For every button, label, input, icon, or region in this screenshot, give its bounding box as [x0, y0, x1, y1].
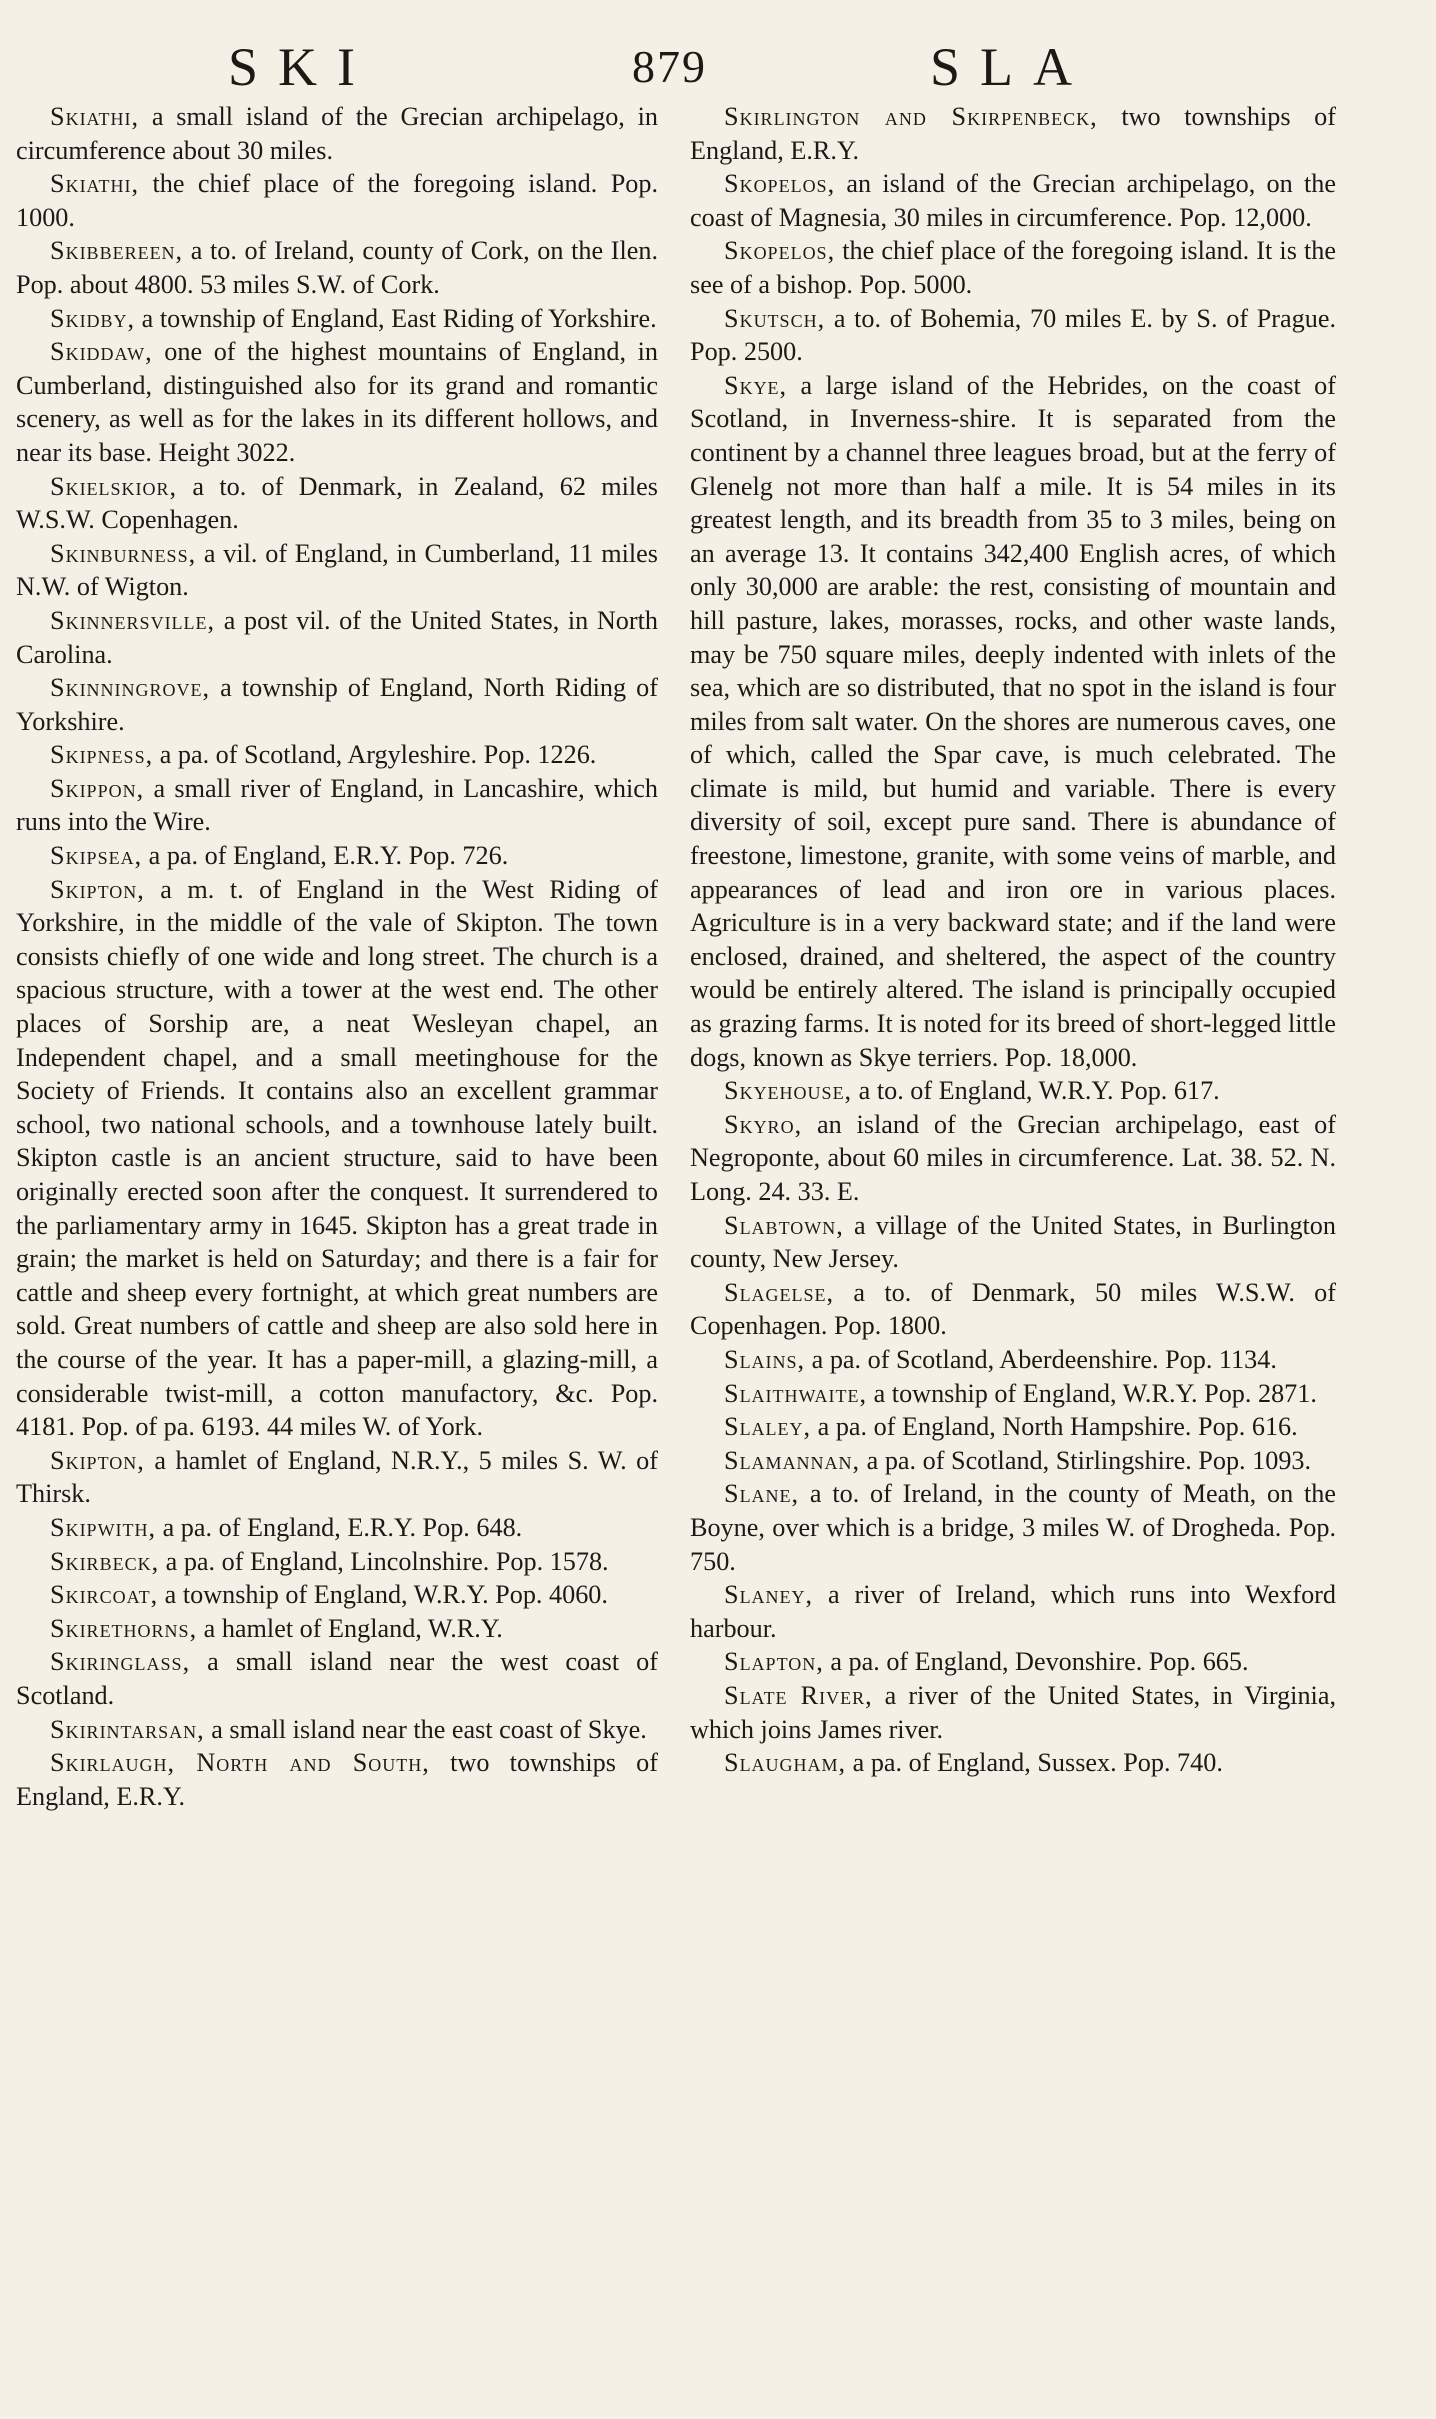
entry-headword: Skipsea,: [50, 841, 143, 871]
gazetteer-entry: [16, 738, 658, 772]
entry-text: a pa. of England, Lincolnshire. Pop. 1578.: [159, 1546, 609, 1576]
entry-text: the chief place of the foregoing island. It is the see of a bishop. Pop. 5000.: [690, 236, 1336, 299]
entry-text: a pa. of Scotland, Argyleshire. Pop. 1226.: [153, 740, 597, 770]
entry-headword: Skircoat,: [50, 1580, 159, 1610]
entry-headword: Skipwith,: [50, 1512, 157, 1542]
entry-headword: Slapton,: [724, 1647, 824, 1677]
entry-text: the chief place of the foregoing island. Pop. 1000.: [16, 169, 658, 232]
entry-headword: Skipness,: [50, 740, 154, 770]
gazetteer-entry: [690, 1343, 1336, 1377]
entry-headword: Skinnersville,: [50, 605, 216, 635]
entry-headword: Skirintarsan,: [50, 1714, 205, 1744]
gazetteer-entry: [690, 1276, 1336, 1343]
entry-text: two townships of England, E.R.Y.: [690, 102, 1336, 165]
entry-text: a river of the United States, in Virginia, which joins James river.: [690, 1680, 1337, 1744]
gazetteer-entry: [690, 167, 1336, 234]
running-head: [0, 32, 1436, 102]
entry-headword: Skipton,: [50, 874, 145, 904]
entry-text: a township of England, East Riding of Yorkshire.: [135, 303, 657, 333]
entry-headword: Skippon,: [50, 773, 145, 803]
entry-headword: Slane,: [724, 1479, 800, 1509]
entry-text: a small island near the east coast of Skye.: [204, 1714, 647, 1744]
entry-text: a hamlet of England, W.R.Y.: [197, 1613, 503, 1643]
entry-headword: Skiringlass,: [50, 1647, 191, 1677]
gazetteer-entry: [690, 1679, 1336, 1746]
gazetteer-entry: [690, 1746, 1336, 1780]
left-column: [16, 100, 658, 1813]
entry-text: two townships of England, E.R.Y.: [16, 1748, 658, 1811]
entry-text: a river of Ireland, which runs into Wexford harbour.: [690, 1580, 1336, 1643]
entry-headword: Slagelse,: [724, 1277, 835, 1307]
gazetteer-entry: [690, 1410, 1336, 1444]
entry-text: a to. of Denmark, 50 miles W.S.W. of Copenhagen. Pop. 1800.: [690, 1277, 1336, 1341]
gazetteer-entry: [16, 537, 658, 604]
right-column: [690, 100, 1336, 1780]
entry-headword: Skidby,: [50, 303, 136, 333]
entry-headword: Skopelos,: [724, 169, 836, 199]
entry-text: a small river of England, in Lancashire, which runs into the Wire.: [16, 773, 658, 837]
entry-text: a pa. of England, Devonshire. Pop. 665.: [823, 1647, 1249, 1677]
entry-headword: Skutsch,: [724, 303, 826, 333]
entry-headword: Skibbereen,: [50, 236, 184, 266]
gazetteer-entry: [690, 1377, 1336, 1411]
gazetteer-entry: [690, 1578, 1336, 1645]
gazetteer-entry: [16, 1511, 658, 1545]
gazetteer-entry: [16, 1444, 658, 1511]
entry-text: a vil. of England, in Cumberland, 11 miles N.W. of Wigton.: [16, 538, 658, 602]
gazetteer-entry: [690, 1074, 1336, 1108]
page-number: 879: [632, 41, 707, 92]
entry-headword: Slaney,: [724, 1580, 814, 1610]
entry-headword: Skipton,: [50, 1445, 145, 1475]
gazetteer-entry: [690, 302, 1336, 369]
entry-headword: Slabtown,: [724, 1210, 844, 1240]
entry-headword: Slains,: [724, 1344, 806, 1374]
entry-headword: Skinningrove,: [50, 673, 211, 703]
entry-headword: Skirbeck,: [50, 1546, 160, 1576]
entry-text: a township of England, W.R.Y. Pop. 4060.: [158, 1580, 608, 1610]
entry-headword: Skinburness,: [50, 538, 197, 568]
entry-headword: Skirethorns,: [50, 1613, 198, 1643]
gazetteer-entry: [16, 604, 658, 671]
gazetteer-entry: [16, 1713, 658, 1747]
gazetteer-entry: [16, 302, 658, 336]
entry-headword: Skielskior,: [50, 471, 178, 501]
gazetteer-entry: [16, 839, 658, 873]
gazetteer-entry: [16, 873, 658, 1444]
entry-headword: Slaithwaite,: [724, 1378, 868, 1408]
entry-text: a to. of Bohemia, 70 miles E. by S. of Prague. Pop. 2500.: [690, 303, 1336, 367]
gazetteer-entry: [16, 772, 658, 839]
gazetteer-entry: [690, 1209, 1336, 1276]
entry-text: a small island of the Grecian archipelago, in circumference about 30 miles.: [16, 102, 658, 165]
entry-text: a township of England, North Riding of Yorkshire.: [16, 673, 658, 736]
gazetteer-entry: [16, 1578, 658, 1612]
entry-headword: Skiathi,: [50, 169, 140, 199]
entry-text: a pa. of England, North Hampshire. Pop. 616.: [811, 1412, 1298, 1442]
gazetteer-entry: [16, 234, 658, 301]
entry-text: a large island of the Hebrides, on the coast of Scotland, in Inverness-shire. It is separated from the continent by a channel three leagues broad, but at the ferry of Glenelg not more than half a mile. It is 54 miles in its greatest length, and its breadth from 35 to 3 miles, being on an average 13. It contains 342,400 English acres, of which only 30,000 are arable: the rest, consisting of mountain and hill pasture, lakes, morasses, rocks, and other waste lands, may be 750 square miles, deeply indented with inlets of the sea, which are so distributed, that no spot in the island is four miles from salt water. On the shores are numerous caves, one of which, called the Spar cave, is much celebrated. The climate is mild, but humid and variable. There is every diversity of soil, except pure sand. There is abundance of freestone, limestone, granite, with some veins of marble, and appearances of lead and iron ore in various places. Agriculture is in a very backward state; and if the land were enclosed, drained, and sheltered, the aspect of the country would be entirely altered. The island is principally occupied as grazing farms. It is noted for its breed of short-legged little dogs, known as Skye terriers. Pop. 18,000.: [690, 370, 1336, 1072]
gazetteer-entry: [690, 369, 1336, 1074]
gazetteer-entry: [690, 1444, 1336, 1478]
entry-headword: Skopelos,: [724, 236, 836, 266]
gazetteer-entry: [16, 1746, 658, 1813]
entry-text: a township of England, W.R.Y. Pop. 2871.: [867, 1378, 1317, 1408]
gazetteer-entry: [16, 100, 658, 167]
entry-headword: Skirlington and Skirpenbeck,: [724, 102, 1098, 131]
gazetteer-entry: [16, 671, 658, 738]
header-right-guide-word: SLA: [930, 37, 1093, 97]
entry-text: a small island near the west coast of Scotland.: [16, 1647, 658, 1710]
entry-text: an island of the Grecian archipelago, east of Negroponte, about 60 miles in circumference. Lat. 38. 52. N. Long. 24. 33. E.: [690, 1109, 1336, 1206]
header-left-guide-word: SKI: [228, 37, 376, 97]
gazetteer-entry: [690, 1477, 1336, 1578]
gazetteer-entry: [16, 1645, 658, 1712]
entry-headword: Skye,: [724, 370, 788, 400]
entry-text: a post vil. of the United States, in North Carolina.: [16, 605, 658, 669]
entry-text: a to. of Ireland, county of Cork, on the Ilen. Pop. about 4800. 53 miles S.W. of Cork.: [16, 236, 658, 299]
gazetteer-entry: [16, 1545, 658, 1579]
gazetteer-entry: [690, 100, 1336, 167]
entry-text: a hamlet of England, N.R.Y., 5 miles S. W. of Thirsk.: [16, 1445, 658, 1509]
entry-text: a pa. of England, Sussex. Pop. 740.: [846, 1748, 1223, 1778]
entry-headword: Skyehouse,: [724, 1076, 853, 1106]
entry-headword: Skiathi,: [50, 102, 140, 131]
gazetteer-entry: [16, 1612, 658, 1646]
entry-headword: Skyro,: [724, 1109, 803, 1139]
entry-text: a pa. of Scotland, Aberdeenshire. Pop. 1134.: [805, 1344, 1277, 1374]
gazetteer-entry: [690, 1645, 1336, 1679]
entry-text: a pa. of England, E.R.Y. Pop. 726.: [142, 841, 509, 871]
entry-headword: Skiddaw,: [50, 337, 153, 367]
entry-headword: Skirlaugh, North and South,: [50, 1748, 430, 1778]
entry-text: a pa. of Scotland, Stirlingshire. Pop. 1093.: [860, 1445, 1312, 1475]
entry-headword: Slaugham,: [724, 1748, 847, 1778]
entry-text: a to. of Ireland, in the county of Meath, on the Boyne, over which is a bridge, 3 miles W. of Drogheda. Pop. 750.: [690, 1479, 1336, 1576]
entry-text: a to. of Denmark, in Zealand, 62 miles W.S.W. Copenhagen.: [16, 471, 658, 535]
entry-headword: Slate River,: [724, 1680, 873, 1710]
gazetteer-entry: [16, 335, 658, 469]
entry-text: an island of the Grecian archipelago, on the coast of Magnesia, 30 miles in circumference. Pop. 12,000.: [690, 169, 1336, 232]
entry-headword: Slamannan,: [724, 1445, 861, 1475]
entry-text: a m. t. of England in the West Riding of Yorkshire, in the middle of the vale of Skipton. The town consists chiefly of one wide and long street. The church is a spacious structure, with a tower at the west end. The other places of Sorship are, a neat Wesleyan chapel, an Independent chapel, and a small meetinghouse for the Society of Friends. It contains also an excellent grammar school, two national schools, and a townhouse lately built. Skipton castle is an ancient structure, said to have been originally erected soon after the conquest. It surrendered to the parliamentary army in 1645. Skipton has a great trade in grain; the market is held on Saturday; and there is a fair for cattle and sheep every fortnight, at which great numbers are sold. Great numbers of cattle and sheep are also sold here in the course of the year. It has a paper-mill, a glazing-mill, a considerable twist-mill, a cotton manufactory, &c. Pop. 4181. Pop. of pa. 6193. 44 miles W. of York.: [16, 874, 658, 1442]
entry-text: one of the highest mountains of England, in Cumberland, distinguished also for its grand and romantic scenery, as well as for the lakes in its different hollows, and near its base. Height 3022.: [16, 337, 658, 467]
gazetteer-entry: [690, 1108, 1336, 1209]
gazetteer-entry: [16, 167, 658, 234]
entry-text: a to. of England, W.R.Y. Pop. 617.: [852, 1076, 1220, 1106]
entry-text: a pa. of England, E.R.Y. Pop. 648.: [156, 1512, 523, 1542]
entry-headword: Slaley,: [724, 1412, 812, 1442]
gazetteer-entry: [690, 234, 1336, 301]
gazetteer-entry: [16, 470, 658, 537]
entry-text: a village of the United States, in Burlington county, New Jersey.: [690, 1210, 1336, 1274]
